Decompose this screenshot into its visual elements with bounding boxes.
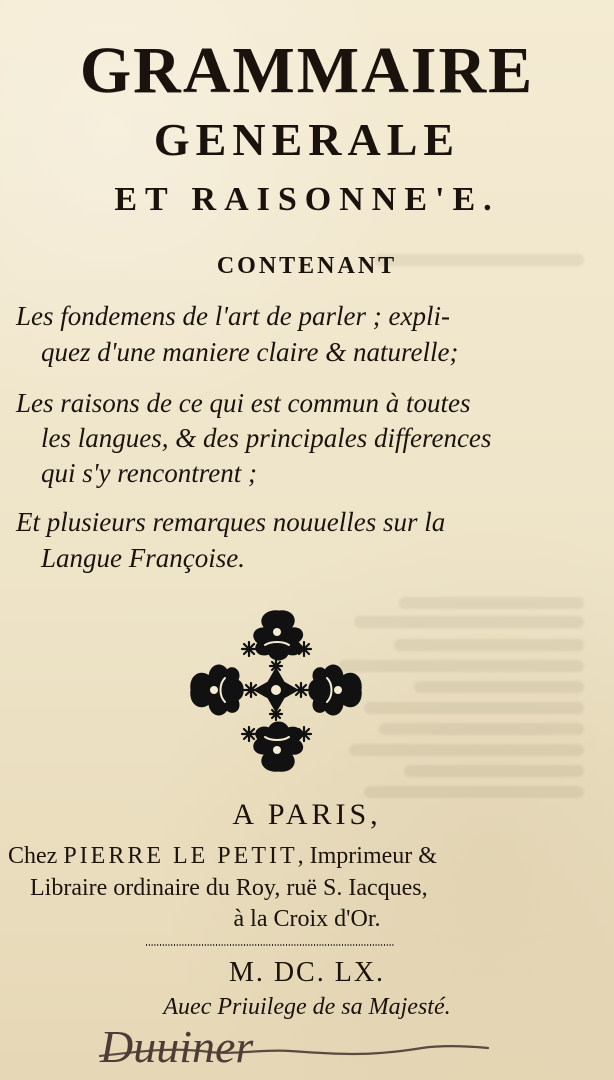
description-line: qui s'y rencontrent ; — [41, 458, 257, 488]
description-line: Langue Françoise. — [41, 543, 245, 573]
description-line: Et plusieurs remarques nouuelles sur la — [16, 507, 446, 537]
printer-location-line: à la Croix d'Or. — [233, 906, 381, 932]
subtitle-line: ET RAISONNE'E. — [114, 181, 500, 218]
paper-bleed-through — [364, 786, 584, 798]
main-title: GRAMMAIRE — [79, 34, 535, 107]
paper-bleed-through — [339, 660, 584, 672]
paper-bleed-through — [394, 639, 584, 651]
description-line: quez d'une maniere claire & naturelle; — [41, 337, 459, 367]
printer-suffix: , Imprimeur & — [297, 843, 437, 869]
printer-address-line: Libraire ordinaire du Roy, ruë S. Iacques, — [30, 875, 428, 901]
publication-year: M. DC. LX. — [228, 957, 386, 988]
printer-ornament-icon — [181, 606, 371, 776]
paper-bleed-through — [349, 744, 584, 756]
description-line: Les fondemens de l'art de parler ; expli- — [16, 301, 450, 331]
printer-line — [8, 844, 437, 868]
handwritten-signature — [82, 1018, 502, 1080]
paper-bleed-through — [354, 616, 584, 628]
paper-bleed-through — [364, 702, 584, 714]
publication-city: A PARIS, — [232, 798, 382, 831]
description-line: les langues, & des principales differences — [41, 423, 492, 453]
paper-bleed-through — [404, 765, 584, 777]
paper-bleed-through — [379, 723, 584, 735]
printer-name: PIERRE LE PETIT — [63, 843, 298, 869]
paper-bleed-through — [399, 597, 584, 609]
description-line: Les raisons de ce qui est commun à toutes — [16, 388, 471, 418]
decorative-rule — [146, 943, 394, 947]
privilege-line: Auec Priuilege de sa Majesté. — [163, 994, 451, 1020]
contenant-heading: CONTENANT — [216, 253, 398, 279]
signature-text: Duuiner — [100, 1021, 254, 1072]
subtitle-line: GENERALE — [153, 114, 461, 165]
paper-bleed-through — [414, 681, 584, 693]
printer-prefix: Chez — [8, 843, 64, 869]
